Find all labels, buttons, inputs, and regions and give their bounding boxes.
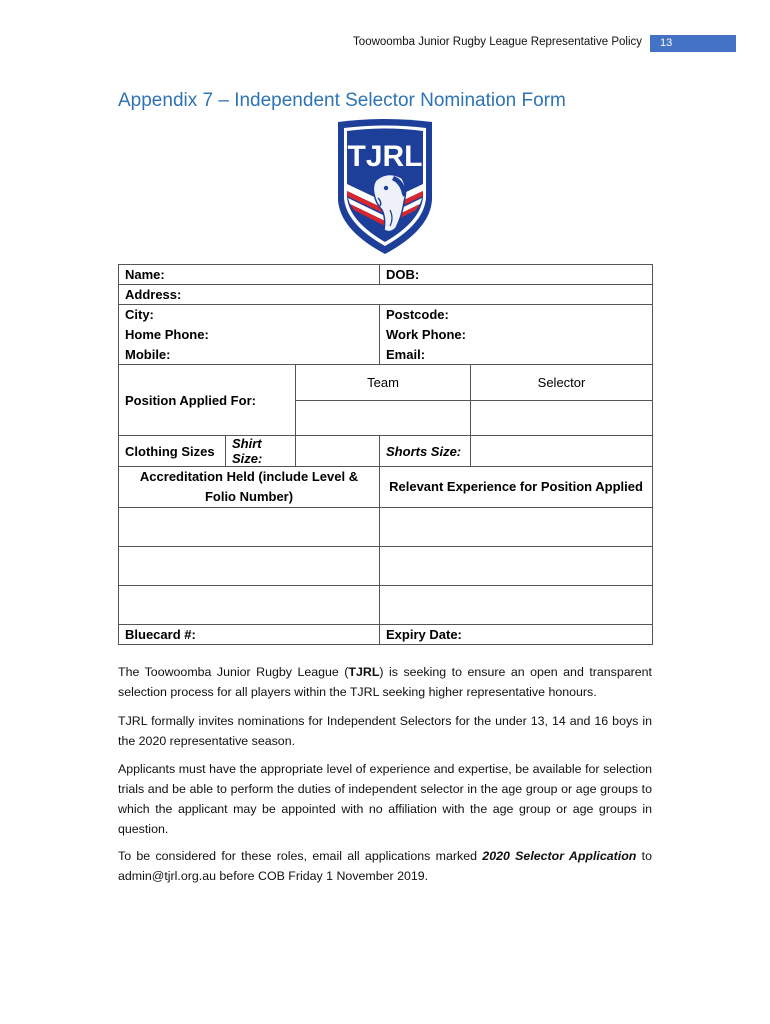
expiry-date-field[interactable]: Expiry Date: [380, 625, 653, 645]
shirt-size-label: Shirt Size: [226, 436, 296, 467]
shorts-size-label: Shorts Size: [380, 436, 471, 467]
instructions-text-start: To be considered for these roles, email all applications marked [118, 849, 483, 863]
team-option-label: Team [296, 365, 471, 401]
nominations-paragraph: TJRL formally invites nominations for Independent Selectors for the under 13, 14 and 16 boys in the 2020 representative season. [118, 714, 652, 748]
application-subject: 2020 Selector Application [482, 849, 637, 863]
intro-text-end: ) is seeking to ensure an open and transparent selection process for all players within the TJRL seeking higher representative honours. [118, 665, 653, 699]
email-field[interactable]: Email: [380, 345, 653, 365]
bluecard-field[interactable]: Bluecard #: [119, 625, 380, 645]
name-field[interactable]: Name: [119, 265, 380, 285]
nomination-form-table [118, 264, 653, 645]
intro-text-start: The Toowoomba Junior Rugby League ( [118, 665, 349, 679]
tjrl-acronym: TJRL [348, 665, 380, 679]
accreditation-input[interactable] [119, 508, 380, 547]
postcode-field[interactable]: Postcode: [380, 305, 653, 325]
appendix-title: Appendix 7 – Independent Selector Nomination Form [118, 90, 566, 111]
shirt-size-input[interactable] [296, 436, 380, 467]
dob-field[interactable]: DOB: [380, 265, 653, 285]
shorts-size-input[interactable] [471, 436, 653, 467]
accreditation-header: Accreditation Held (include Level & Folio Number) [119, 467, 380, 508]
experience-input[interactable] [380, 508, 653, 547]
page-number-badge: 13 [650, 35, 736, 52]
experience-input[interactable] [380, 547, 653, 586]
tjrl-logo [332, 118, 438, 256]
application-instructions-paragraph [118, 846, 652, 886]
accreditation-input[interactable] [119, 586, 380, 625]
requirements-paragraph: Applicants must have the appropriate level of experience and expertise, be available for selection trials and be able to perform the duties of independent selector in the age group or age groups to which the applicant may be appointed with no affiliation with the age group or age groups in question. [118, 762, 652, 836]
position-applied-label: Position Applied For: [119, 365, 296, 436]
mobile-field[interactable]: Mobile: [119, 345, 380, 365]
address-field[interactable]: Address: [119, 285, 653, 305]
logo-text: TJRL [347, 140, 423, 173]
accreditation-input[interactable] [119, 547, 380, 586]
intro-paragraph [118, 662, 652, 702]
instructions-text-end: to admin@tjrl.org.au before COB Friday 1 November 2019. [118, 849, 652, 883]
home-phone-field[interactable]: Home Phone: [119, 325, 380, 345]
selector-checkbox[interactable] [471, 401, 653, 436]
selector-option-label: Selector [471, 365, 653, 401]
team-checkbox[interactable] [296, 401, 471, 436]
document-header-title: Toowoomba Junior Rugby League Representative Policy [353, 36, 642, 48]
clothing-sizes-label: Clothing Sizes [119, 436, 226, 467]
experience-input[interactable] [380, 586, 653, 625]
city-field[interactable]: City: [119, 305, 380, 325]
experience-header: Relevant Experience for Position Applied [380, 467, 653, 508]
work-phone-field[interactable]: Work Phone: [380, 325, 653, 345]
